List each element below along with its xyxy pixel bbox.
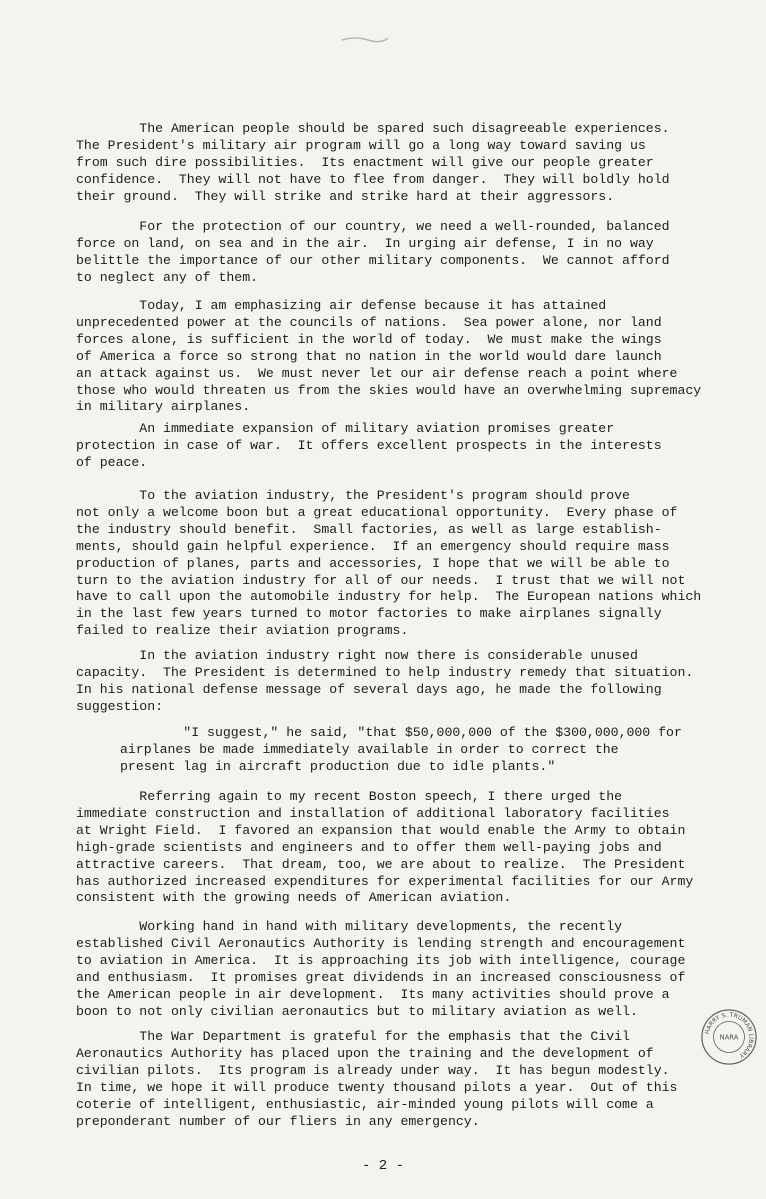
paragraph-3: Today, I am emphasizing air defense because it has attained unprecedented power at the councils of nations. Sea power alone, nor land forces alone, is sufficient in the world of today. We must make the wings of America a force so strong that no nation in the world would dare launch an attack against us. We must never let our air defense reach a point where those who would threaten us from the skies would have an overwhelming supremacy in military airplanes. (76, 298, 702, 415)
paragraph-5: To the aviation industry, the President's program should prove not only a welcome boon but a great educational opportunity. Every phase of the industry should benefit. Small factories, as well as large establish- ments, should gain helpful experience. If an emergency should require mass production of planes, parts and accessories, I hope that we will be able to turn to the aviation industry for all of our needs. I trust that we will not have to call upon the automobile industry for help. The European nations which in the last few years turned to motor factories to make airplanes signally failed to realize their aviation programs. (76, 488, 702, 639)
paragraph-8: Working hand in hand with military developments, the recently established Civil Aeronautics Authority is lending strength and encouragement to aviation in America. It is approaching its job with intelligence, courage and enthusiasm. It promises great dividends in an increased consciousness of the American people in air development. Its many activities should prove a boon to not only civilian aeronautics but to military aviation as well. (76, 919, 686, 1019)
archive-stamp (700, 1008, 758, 1066)
svg-text:HARRY S. TRUMAN LIBRARY: HARRY S. TRUMAN LIBRARY (703, 1011, 755, 1059)
paragraph-6: In the aviation industry right now there is considerable unused capacity. The President is determined to help industry remedy that situation. In his national defense message of several days ago, he made the following suggestion: (76, 648, 694, 714)
svg-text:NARA: NARA (719, 1033, 739, 1042)
paragraph-7: Referring again to my recent Boston speech, I there urged the immediate construction and installation of additional laboratory facilities at Wright Field. I favored an expansion that would enable the Army to obtain high-grade scientists and engineers and to offer them well-paying jobs and attractive careers. That dream, too, we are about to realize. The President has authorized increased expenditures for experimental facilities for our Army consistent with the growing needs of American aviation. (76, 789, 694, 906)
page-number: - 2 - (361, 1158, 404, 1174)
paragraph-2: For the protection of our country, we need a well-rounded, balanced force on land, on sea and in the air. In urging air defense, I in no way belittle the importance of our other military components. We cannot afford to neglect any of them. (76, 219, 670, 285)
quotation: "I suggest," he said, "that $50,000,000 of the $300,000,000 for airplanes be made immediately available in order to correct the present lag in aircraft production due to idle plants." (120, 725, 682, 774)
paper-mark (340, 34, 390, 44)
paragraph-4: An immediate expansion of military aviation promises greater protection in case of war. It offers excellent prospects in the interests of peace. (76, 421, 662, 470)
paragraph-9: The War Department is grateful for the emphasis that the Civil Aeronautics Authority has placed upon the training and the development of civilian pilots. Its program is already under way. It has begun modestly. In time, we hope it will produce twenty thousand pilots a year. Out of this coterie of intelligent, enthusiastic, air-minded young pilots will come a preponderant number of our fliers in any emergency. (76, 1029, 678, 1129)
paragraph-1: The American people should be spared such disagreeable experiences. The President's military air program will go a long way toward saving us from such dire possibilities. Its enactment will give our people greater confidence. They will not have to flee from danger. They will boldly hold their ground. They will strike and strike hard at their aggressors. (76, 121, 670, 204)
